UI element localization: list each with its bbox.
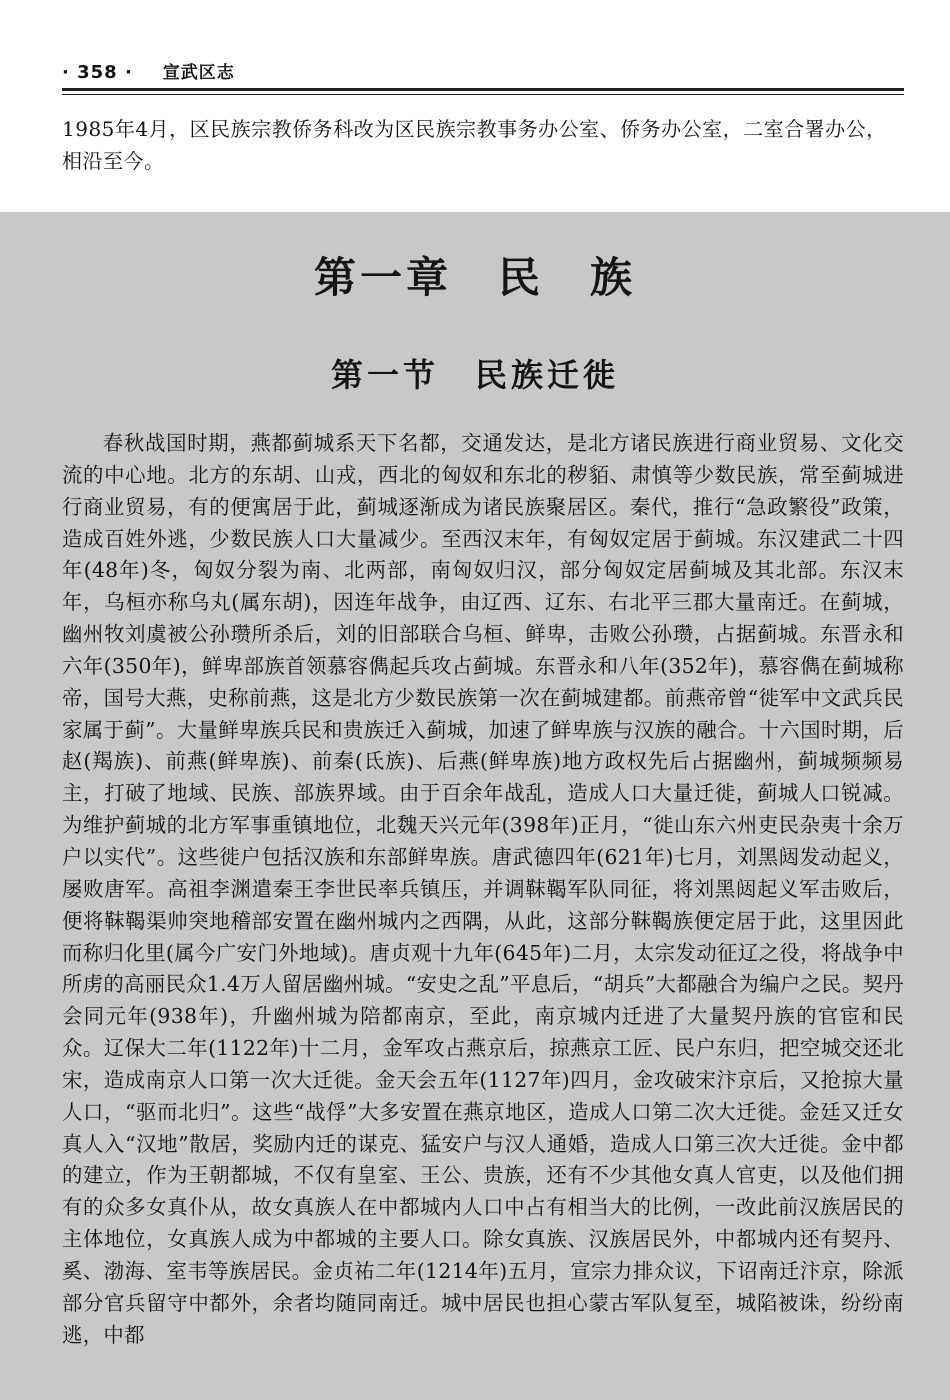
intro-paragraph: 1985年4月，区民族宗教侨务科改为区民族宗教事务办公室、侨务办公室，二室合署办公，相沿至今。: [62, 117, 887, 173]
header-rule-thick: [62, 88, 904, 91]
page-number: · 358 ·: [62, 62, 133, 83]
chapter-title: 第一章 民 族: [313, 253, 636, 302]
body-paragraph: 春秋战国时期，燕都蓟城系天下名都，交通发达，是北方诸民族进行商业贸易、文化交流的中心地。北方的东胡、山戎，西北的匈奴和东北的秽貊、肃慎等少数民族，常至蓟城进行商业贸易，有的便寓居于此，蓟城逐渐成为诸民族聚居区。秦代，推行“急政繁役”政策，造成百姓外逃，少数民族人口大量减少。至西汉末年，有匈奴定居于蓟城。东汉建武二十四年(48年)冬，匈奴分裂为南、北两部，南匈奴归汉，部分匈奴定居蓟城及其北部。东汉末年，乌桓亦称乌丸(属东胡)，因连年战争，由辽西、辽东、右北平三郡大量南迁。在蓟城，幽州牧刘虞被公孙瓒所杀后，刘的旧部联合乌桓、鲜卑，击败公孙瓒，占据蓟城。东晋永和六年(350年)，鲜卑部族首领慕容儁起兵攻占蓟城。东晋永和八年(352年)，慕容儁在蓟城称帝，国号大燕，史称前燕，这是北方少数民族第一次在蓟城建都。前燕帝曾“徙军中文武兵民家属于蓟”。大量鲜卑族兵民和贵族迁入蓟城，加速了鲜卑族与汉族的融合。十六国时期，后赵(羯族)、前燕(鲜卑族)、前秦(氐族)、后燕(鲜卑族)地方政权先后占据幽州，蓟城频频易主，打破了地域、民族、部族界域。由于百余年战乱，造成人口大量迁徙，蓟城人口锐减。为维护蓟城的北方军事重镇地位，北魏天兴元年(398年)正月，“徙山东六州吏民杂夷十余万户以实代”。这些徙户包括汉族和东部鲜卑族。唐武德四年(621年)七月，刘黑闼发动起义，屡败唐军。高祖李渊遣秦王李世民率兵镇压，并调靺鞨军队同征，将刘黑闼起义军击败后，便将靺鞨渠帅突地稽部安置在幽州城内之西隅，从此，这部分靺鞨族便定居于此，这里因此而称归化里(属今广安门外地域)。唐贞观十九年(645年)二月，太宗发动征辽之役，将战争中所虏的高丽民众1.4万人留居幽州城。“安史之乱”平息后，“胡兵”大都融合为编户之民。契丹会同元年(938年)，升幽州城为陪都南京，至此，南京城内迁进了大量契丹族的官宦和民众。辽保大二年(1122年)十二月，金军攻占燕京后，掠燕京工匠、民户东归，把空城交还北宋，造成南京人口第一次大迁徙。金天会五年(1127年)四月，金攻破宋汴京后，又抢掠大量人口，“驱而北归”。这些“战俘”大多安置在燕京地区，造成人口第二次大迁徙。金廷又迁女真人入“汉地”散居，奖励内迁的谋克、猛安户与汉人通婚，造成人口第三次大迁徙。金中都的建立，作为王朝都城，不仅有皇室、王公、贵族，还有不少其他女真人官吏，以及他们拥有的众多女真仆从，故女真族人在中都城内人口中占有相当大的比例，一改此前汉族居民的主体地位，女真族人成为中都城的主要人口。除女真族、汉族居民外，中都城内还有契丹、奚、渤海、室韦等族居民。金贞祐二年(1214年)五月，宣宗力排众议，下诏南迁汴京，除派部分官兵留守中都外，余者均随同南迁。城中居民也担心蒙古军队复至，城陷被诛，纷纷南逃，中都: [62, 431, 904, 1347]
book-title: 宣武区志: [162, 63, 235, 83]
header-rule-thin: [62, 94, 904, 95]
section-title: 第一节 民族迁徙: [330, 356, 619, 394]
page-header: [62, 58, 902, 86]
